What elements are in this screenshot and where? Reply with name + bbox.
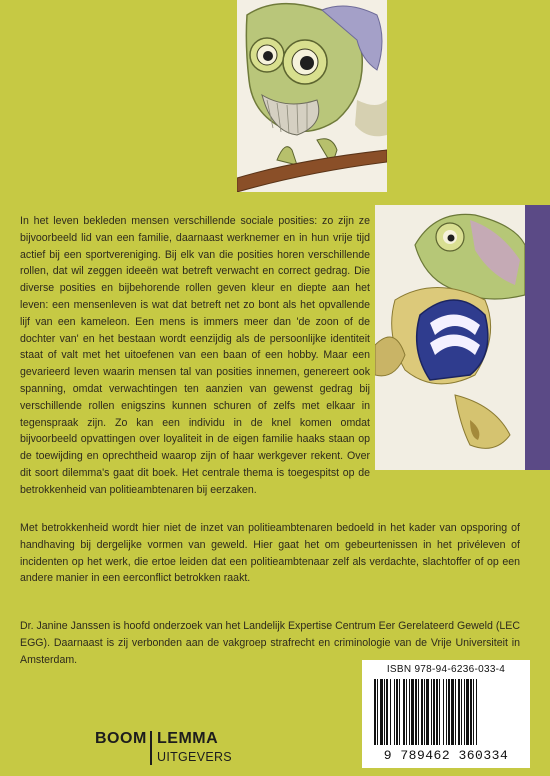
barcode-bar: [461, 679, 462, 745]
logo-divider: [150, 731, 152, 765]
publisher-lemma: LEMMA: [157, 730, 219, 747]
barcode-bar: [380, 679, 383, 745]
barcode-bar: [396, 679, 398, 745]
barcode-bar: [448, 679, 450, 745]
barcode-bar: [470, 679, 472, 745]
barcode-bar: [390, 679, 391, 745]
blurb-main-text: In het leven bekleden mensen verschillende sociale posities: zo zijn ze bijvoorbeeld lid van een familie, daarnaast werknemer en in hun vrije tijd actief bij een sportvereniging. Bij elk van die posities horen verschillende rollen, dat wil zeggen ideeën wat betreft verwacht en correct gedrag. Die diverse posities en bijbehorende rollen geven kleur en diepte aan het leven: een mensenleven is wat dat betreft net zo bont als het opvallende lijf van een kameleon. Een mens is immers meer dan 'de zoon of de dochter van' en het bestaan wordt eenzijdig als de persoonlijke identiteit staat of valt met het uitoefenen van een baan of een hobby. Maar een gevarieerd leven waarin mensen tal van posities innemen, genereert ook spanning, omdat verwachtingen ten aanzien van gewenst gedrag bij verschillende rollen enigszins kunnen schuren of zelfs met elkaar in tegenspraak zijn. Zo kan een individu in de knel komen omdat bijvoorbeeld opvattingen over loyaliteit in de eigen familie haaks staan op de toewijding en oprechtheid waarop zijn of haar werkgever rekent. Over dit soort dilemma's gaat dit boek. Het centrale thema is toegespitst op de betrokkenheid van politieambtenaren bij eerzaken.: [20, 215, 370, 496]
barcode-bar: [431, 679, 432, 745]
barcode-bar: [426, 679, 429, 745]
isbn-digits: 9 789462 360334: [383, 748, 509, 763]
barcode-bar: [466, 679, 469, 745]
barcode-bar: [411, 679, 414, 745]
barcode-bar: [439, 679, 440, 745]
barcode-bar: [406, 679, 407, 745]
barcode-bar: [394, 679, 395, 745]
barcode-bar: [464, 679, 465, 745]
publisher-boom: BOOM: [95, 730, 147, 747]
barcode-bar: [403, 679, 405, 745]
barcode-bar: [409, 679, 410, 745]
blurb-continued-text: Met betrokkenheid wordt hier niet de inzet van politieambtenaren bedoeld in het kader van opsporing of handhaving bij dergelijke vormen van geweld. Hier gaat het om gebeurtenissen in het privéleven of incidenten op het werk, die ertoe leiden dat een politieambtenaar zelf als verdachte, slachtoffer of op een andere manier in een eerconflict betrokken raakt.: [20, 522, 520, 585]
isbn-label: ISBN 978-94-6236-033-4: [386, 664, 506, 675]
chameleon-drawing-right: [375, 205, 525, 470]
barcode-bar: [415, 679, 417, 745]
barcode-bar: [374, 679, 376, 745]
author-bio: Dr. Janine Janssen is hoofd onderzoek van het Landelijk Expertise Centrum Eer Gerelateerd Geweld (LEC EGG). Daarnaast is zij verbonden aan de vakgroep strafrecht en criminologie van de Vrije Universiteit in Amsterdam.: [20, 620, 520, 666]
barcode-bar: [384, 679, 385, 745]
barcode-bar: [476, 679, 477, 745]
barcode-bar: [443, 679, 444, 745]
barcode-bar: [433, 679, 435, 745]
barcode-bar: [458, 679, 460, 745]
barcode-bar: [399, 679, 400, 745]
barcode-bar: [421, 679, 423, 745]
barcode-bar: [446, 679, 447, 745]
barcode-bar: [418, 679, 419, 745]
isbn-barcode: [362, 660, 530, 768]
barcode-bar: [451, 679, 454, 745]
barcode-bar: [424, 679, 425, 745]
barcode-bar: [473, 679, 474, 745]
barcode-bar: [436, 679, 438, 745]
chameleon-illustration-right: [375, 205, 525, 470]
barcode-bars: [374, 679, 518, 745]
purple-accent-stripe: [525, 205, 550, 470]
chameleon-illustration-top: [237, 0, 387, 192]
publisher-uitgevers: UITGEVERS: [157, 750, 232, 764]
barcode-bar: [455, 679, 456, 745]
barcode-bar: [386, 679, 388, 745]
chameleon-drawing-top: [237, 0, 387, 192]
barcode-bar: [377, 679, 378, 745]
